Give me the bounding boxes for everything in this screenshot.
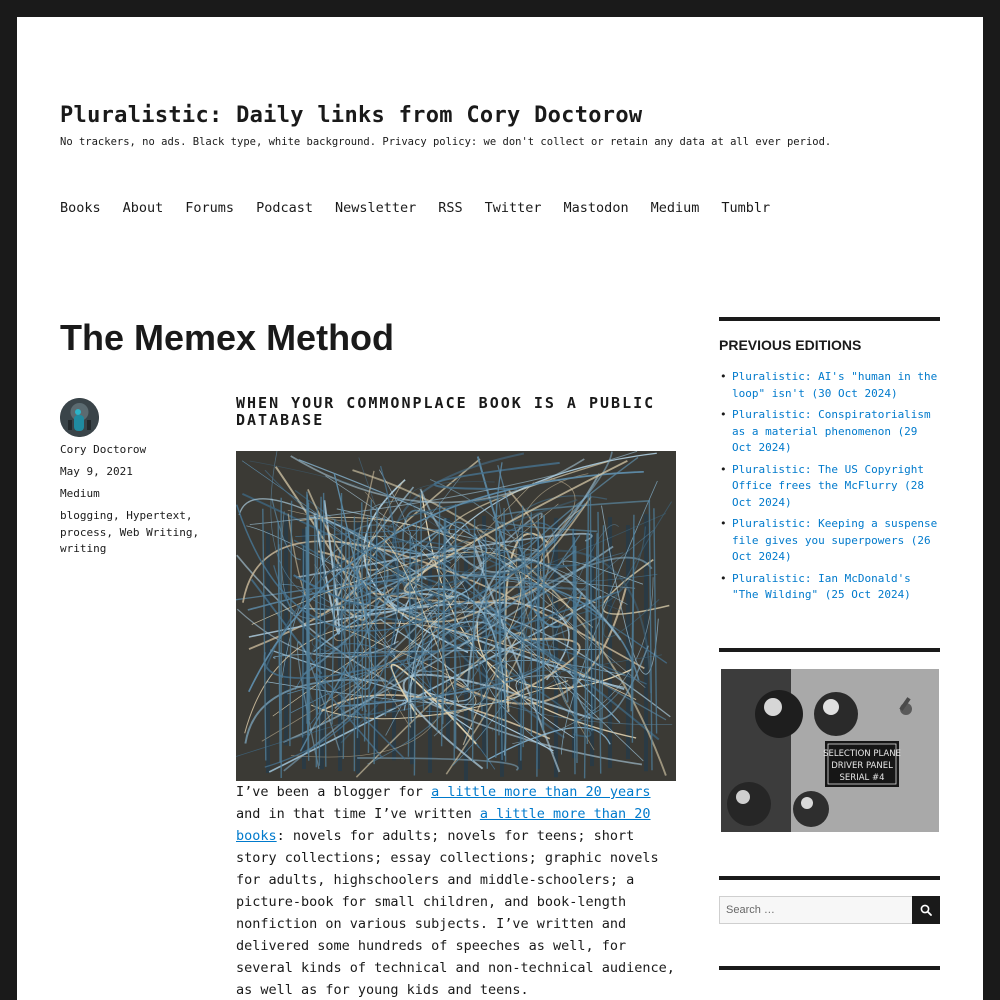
post-tags: blogging, Hypertext, process, Web Writing, writing (60, 509, 200, 555)
search-input[interactable] (719, 896, 912, 924)
post-date[interactable]: May 9, 2021 (60, 465, 133, 478)
tag-link[interactable]: process (60, 525, 107, 539)
link-20-books[interactable]: a little more than 20 books (236, 806, 651, 844)
list-item (719, 516, 940, 566)
link-20-years[interactable]: a little more than 20 years (431, 784, 651, 800)
site-description: No trackers, no ads. Black type, white background. Privacy policy: we don't collect or retain any data at all ever period. (60, 136, 832, 148)
wire-strand (349, 545, 350, 717)
post-format[interactable]: Medium (60, 487, 100, 500)
edition-link[interactable]: Pluralistic: Keeping a suspense file gives you superpowers (26 Oct 2024) (732, 517, 938, 563)
tag-link[interactable]: blogging (60, 509, 113, 522)
tangled-wires-image (236, 451, 676, 781)
edition-link[interactable]: Pluralistic: The US Copyright Office frees the McFlurry (28 Oct 2024) (732, 462, 925, 509)
wire-strand (499, 528, 500, 735)
list-item (719, 407, 940, 457)
nav-forums[interactable]: Forums (185, 200, 235, 216)
post-author[interactable]: Cory Doctorow (60, 443, 147, 456)
nav-rss[interactable]: RSS (438, 200, 463, 216)
search-button[interactable] (912, 896, 940, 924)
avatar-image (60, 398, 99, 437)
widget-divider (719, 648, 940, 652)
edition-link[interactable]: Pluralistic: Ian McDonald's "The Wilding" (25 Oct 2024) (732, 571, 911, 601)
magnifier-icon (920, 904, 932, 916)
nav-about[interactable]: About (122, 200, 164, 216)
nav-newsletter[interactable]: Newsletter (334, 200, 417, 216)
post-title: The Memex Method (60, 317, 395, 358)
edition-link[interactable]: Pluralistic: Conspiratorialism as a material phenomenon (29 Oct 2024) (732, 408, 931, 454)
main-navigation (60, 200, 792, 216)
panel-label-line: SELECTION PLANE (823, 749, 901, 759)
body-text: : novels for adults; novels for teens; short story collections; essay collections; graphic novels for adults, highschoolers and middle-schoolers; a picture-book for small children, and book-length nonfiction on various subjects. I’ve written and delivered some hundreds of speeches as well, for several kinds of technical and non-technical audience, as well as for young kids and teens. (236, 828, 675, 998)
previous-editions-heading: PREVIOUS EDITIONS (719, 337, 862, 353)
wire-strand (358, 533, 359, 738)
edition-link[interactable]: Pluralistic: AI's "human in the loop" isn't (30 Oct 2024) (732, 370, 938, 400)
hero-image (236, 451, 676, 781)
tag-link[interactable]: writing (60, 542, 107, 555)
tag-link[interactable]: Hypertext (126, 509, 186, 522)
site-title[interactable]: Pluralistic: Daily links from Cory Doctorow (60, 103, 643, 128)
nav-medium[interactable]: Medium (650, 200, 700, 216)
driver-panel-photo (721, 669, 939, 832)
nav-twitter[interactable]: Twitter (484, 200, 542, 216)
sidebar-photo (721, 669, 939, 832)
body-text: and in that time I’ve written (236, 806, 480, 822)
tag-link[interactable]: Web Writing (119, 525, 193, 539)
panel-label-line: DRIVER PANEL (831, 761, 893, 771)
widget-divider (719, 966, 940, 970)
nav-mastodon[interactable]: Mastodon (563, 200, 629, 216)
body-text: I’ve been a blogger for (236, 784, 432, 800)
nav-books[interactable]: Books (60, 200, 101, 216)
wire-rack-bar (392, 531, 396, 760)
list-item (719, 462, 940, 512)
wire-strand (303, 546, 304, 738)
search-form (719, 896, 940, 924)
previous-editions-list (719, 369, 940, 609)
page (17, 17, 983, 1000)
wire-strand (587, 494, 588, 744)
widget-divider (719, 317, 940, 321)
wire-strand (384, 517, 385, 716)
wire-strand (308, 503, 309, 753)
nav-podcast[interactable]: Podcast (256, 200, 313, 216)
wire-strand (496, 504, 497, 758)
list-item (719, 571, 940, 604)
post-body (236, 781, 676, 1000)
wire-strand (362, 502, 363, 711)
list-item (719, 369, 940, 402)
nav-tumblr[interactable]: Tumblr (721, 200, 771, 216)
post-subtitle: WHEN YOUR COMMONPLACE BOOK IS A PUBLIC DATABASE (236, 394, 656, 429)
widget-divider (719, 876, 940, 880)
author-avatar[interactable] (60, 398, 99, 437)
panel-label-line: SERIAL #4 (839, 773, 885, 783)
